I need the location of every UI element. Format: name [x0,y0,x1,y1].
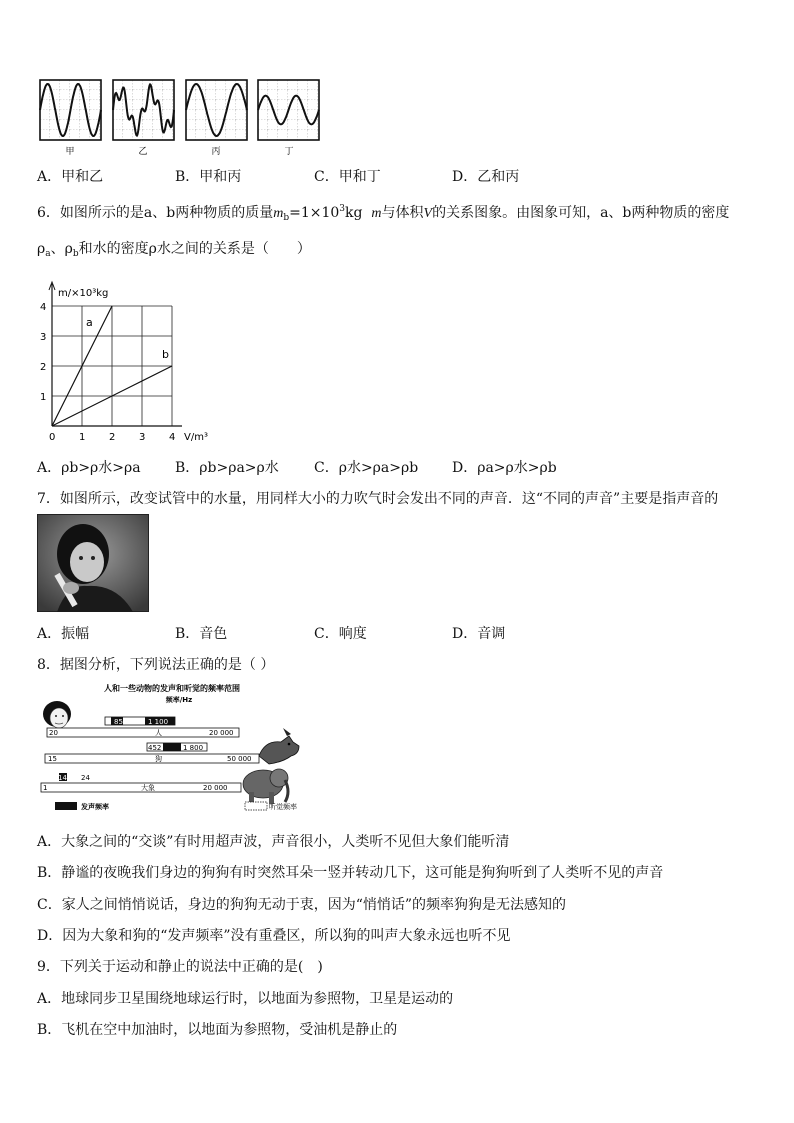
dog-emit-high: 1 800 [183,744,204,752]
x-tick-label: 4 [169,432,176,443]
wave-label-yi: 乙 [138,147,148,157]
x-tick-label: 1 [79,432,86,443]
q5-option-d[interactable]: D．乙和丙 [452,169,520,185]
dog-hear-high: 50 000 [227,755,252,763]
row-dog [45,743,259,763]
legend-hear: 听觉频率 [269,803,297,811]
q6-stem: 6．如图所示的是a、b两种物质的质量$m_b=1\times 10^3kg$ m与体积V的关系图象。由图象可知，a、b两种物质的密度 [37,204,730,223]
q7-option-c[interactable]: C．响度 [314,626,367,642]
dog-icon [259,728,299,764]
q6-stem-line2: $\rho_a$、$\rho_b$和水的密度ρ水之间的关系是（ ） [37,241,311,259]
q7-option-b[interactable]: B．音色 [175,626,228,642]
series-label-b: b [162,348,169,361]
elephant-name: 大象 [141,784,155,792]
dog-name: 狗 [155,755,162,763]
q6-option-d[interactable]: D．ρa>ρ水>ρb [452,460,557,476]
x-tick-label: 2 [109,432,116,443]
human-name: 人 [155,729,162,737]
q8-option-a[interactable]: A．大象之间的“交谈”有时用超声波，声音很小，人类听不见但大象们能听清 [37,834,510,850]
elephant-icon [243,769,288,804]
human-emit-low: 85 [114,718,123,726]
mass-volume-chart [30,268,230,446]
freq-figure-title: 人和一些动物的发声和听觉的频率范围 [104,684,240,693]
q9-option-b[interactable]: B．飞机在空中加油时，以地面为参照物，受油机是静止的 [37,1022,398,1038]
waveform-jia [40,80,101,140]
y-tick-label: 3 [40,332,47,343]
q9-option-a[interactable]: A．地球同步卫星围绕地球运行时，以地面为参照物，卫星是运动的 [37,991,454,1007]
human-emit-high: 1 100 [148,718,169,726]
y-tick-label: 1 [40,392,47,403]
girl-blowing-test-tube-photo [37,514,149,612]
row-human [47,717,239,737]
wave-label-ding: 丁 [284,147,294,157]
chart-xlabel: V/m³ [184,432,208,443]
y-tick-label: 2 [40,362,47,373]
wave-label-jia: 甲 [65,147,75,157]
elephant-emit-high: 24 [81,774,90,782]
legend-emit: 发声频率 [81,803,109,811]
q7-option-a[interactable]: A．振幅 [37,626,90,642]
frequency-range-figure [37,680,305,814]
q8-stem: 8．据图分析，下列说法正确的是（ ） [37,657,275,673]
waveform-ding [258,80,319,140]
y-tick-label: 4 [40,302,47,313]
x-tick-label: 0 [49,432,56,443]
chart-grid [52,306,172,426]
q8-option-c[interactable]: C．家人之间悄悄说话，身边的狗狗无动于衷，因为“悄悄话”的频率狗狗是无法感知的 [37,897,567,913]
q9-stem: 9．下列关于运动和静止的说法中正确的是( ) [37,959,323,975]
chart-ylabel: m/×10³kg [58,288,109,299]
q5-option-c[interactable]: C．甲和丁 [314,169,381,185]
q6-option-b[interactable]: B．ρb>ρa>ρ水 [175,460,279,476]
series-label-a: a [86,316,93,329]
waveform-figure [36,76,328,160]
q6-option-c[interactable]: C．ρ水>ρa>ρb [314,460,419,476]
dog-hear-low: 15 [48,755,57,763]
person-icon [43,701,71,728]
elephant-emit-low: 14 [58,774,67,782]
wave-label-bing: 丙 [211,147,221,157]
freq-figure-unit: 频率/Hz [165,696,193,704]
q8-option-d[interactable]: D．因为大象和狗的“发声频率”没有重叠区，所以狗的叫声大象永远也听不见 [37,928,511,944]
freq-legend [55,802,297,811]
row-elephant [41,773,241,792]
waveform-bing [186,80,247,140]
q7-option-d[interactable]: D．音调 [452,626,506,642]
elephant-hear-high: 20 000 [203,784,228,792]
waveform-yi [113,80,174,140]
q5-option-a[interactable]: A．甲和乙 [37,169,104,185]
q8-option-b[interactable]: B．静谧的夜晚我们身边的狗狗有时突然耳朵一竖并转动几下，这可能是狗狗听到了人类听不见的声音 [37,865,664,881]
human-hear-high: 20 000 [209,729,234,737]
dog-emit-low: 452 [148,744,162,752]
human-hear-low: 20 [49,729,58,737]
q7-stem: 7．如图所示，改变试管中的水量，用同样大小的力吹气时会发出不同的声音．这“不同的声音”主要是指声音的 [37,491,719,507]
q6-option-a[interactable]: A．ρb>ρ水>ρa [37,460,141,476]
elephant-hear-low: 1 [43,784,48,792]
q5-option-b[interactable]: B．甲和丙 [175,169,242,185]
x-tick-label: 3 [139,432,146,443]
